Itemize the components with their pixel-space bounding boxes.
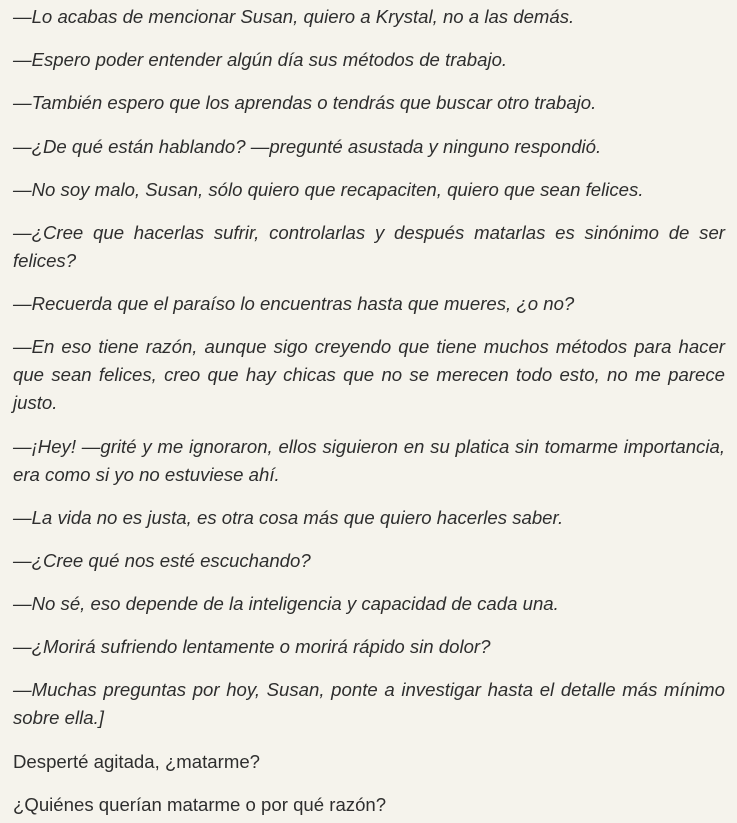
paragraph: ¿Quiénes querían matarme o por qué razón? bbox=[13, 793, 387, 815]
paragraph: —Muchas preguntas por hoy, Susan, ponte a investigar hasta el detalle más mínimo sobre ella.] bbox=[13, 679, 725, 729]
paragraph: —Lo acabas de mencionar Susan, quiero a Krystal, no a las demás. bbox=[13, 6, 575, 27]
paragraph: —Recuerda que el paraíso lo encuentras hasta que mueres, ¿o no? bbox=[13, 293, 575, 315]
paragraph: —¿De qué están hablando? —pregunté asustada y ninguno respondió. bbox=[13, 135, 602, 157]
paragraph: —¡Hey! —grité y me ignoraron, ellos siguieron en su platica sin tomarme importancia, era como si yo no estuviese ahí. bbox=[13, 435, 725, 485]
paragraph: —No soy malo, Susan, sólo quiero que recapaciten, quiero que sean felices. bbox=[13, 178, 644, 200]
paragraph: —Espero poder entender algún día sus métodos de trabajo. bbox=[13, 49, 508, 71]
paragraph: —¿Morirá sufriendo lentamente o morirá rápido sin dolor? bbox=[13, 636, 491, 658]
paragraph: —¿Cree qué nos esté escuchando? bbox=[13, 549, 311, 571]
paragraph: —No sé, eso depende de la inteligencia y capacidad de cada una. bbox=[13, 593, 559, 615]
paragraph: —En eso tiene razón, aunque sigo creyendo que tiene muchos métodos para hacer que sean felices, creo que hay chicas que no se merecen todo esto, no me parece justo. bbox=[13, 336, 725, 414]
paragraph: —También espero que los aprendas o tendrás que buscar otro trabajo. bbox=[13, 92, 597, 114]
paragraph: Desperté agitada, ¿matarme? bbox=[13, 750, 261, 772]
paragraph: —La vida no es justa, es otra cosa más que quiero hacerles saber. bbox=[13, 506, 564, 528]
paragraph: —¿Cree que hacerlas sufrir, controlarlas y después matarlas es sinónimo de ser felices? bbox=[13, 221, 725, 271]
